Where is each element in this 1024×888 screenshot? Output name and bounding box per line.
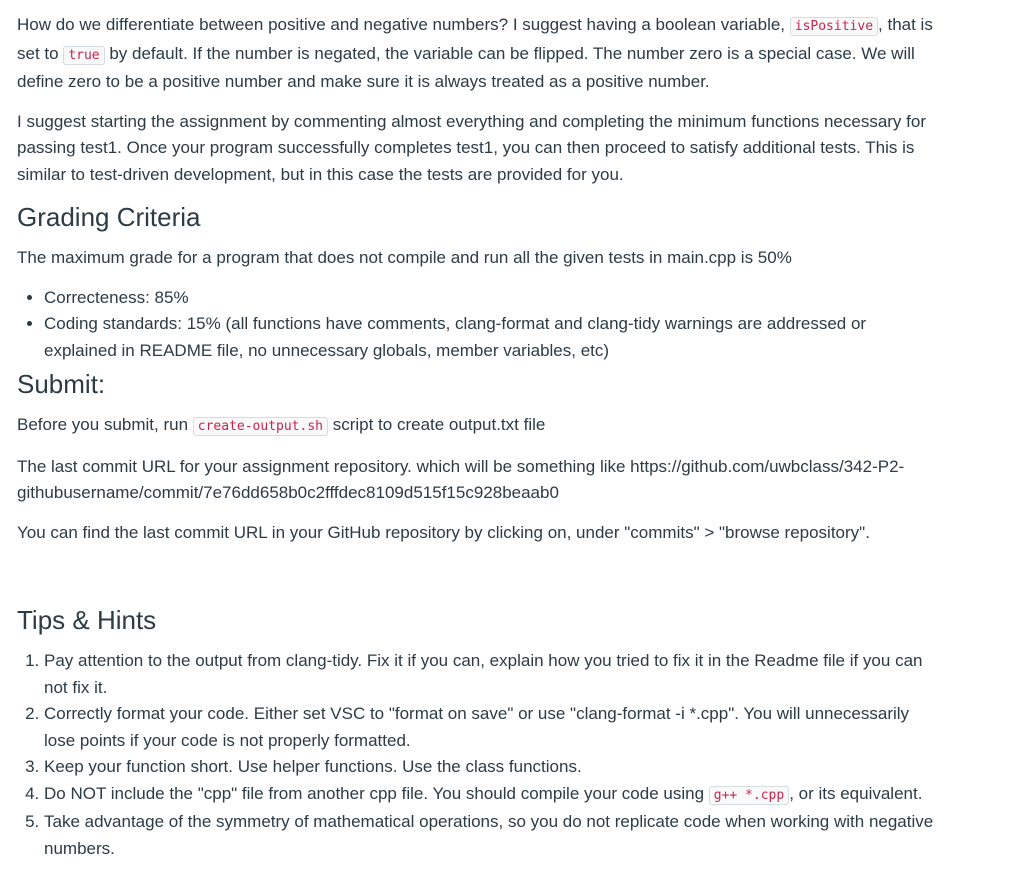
list-item: • Correcteness: 85% xyxy=(44,285,937,312)
section-spacer xyxy=(17,559,937,604)
intro-paragraph-strategy: I suggest starting the assignment by commenting almost everything and completing the minimum functions necessary for passing test1. Once your program successfully completes test1, you can then proceed to satisfy additional tests. This is similar to test-driven development, but in this case the tests are provided for you. xyxy=(17,111,926,184)
tips-heading: Tips & Hints xyxy=(17,605,157,635)
list-item: 4. Do NOT include the "cpp" file from another cpp file. You should compile your code using g++ *.cpp , or its equivalent. xyxy=(44,781,937,810)
submit-find-commit: You can find the last commit URL in your GitHub repository by clicking on, under "commits" > "browse repository". xyxy=(17,522,870,542)
code-isPositive: isPositive xyxy=(790,17,878,36)
code-true: true xyxy=(63,46,104,65)
submit-heading: Submit: xyxy=(17,369,106,399)
tips-list xyxy=(17,648,937,862)
list-item: 2. Correctly format your code. Either set VSC to "format on save" or use "clang-format -i *.cpp". You will unnecessarily lose points if your code is not properly formatted. xyxy=(44,701,937,754)
grading-criteria-heading: Grading Criteria xyxy=(17,202,201,232)
intro-paragraph-positive: How do we differentiate between positive and negative numbers? I suggest having a boolean variable, isPositive , that is set to true by default. If the number is negated, the variable can be flipped. The number zero is a special case. We will define zero to be a positive number and make sure it is always treated as a positive number. xyxy=(17,15,933,91)
list-item: 1. Pay attention to the output from clang-tidy. Fix it if you can, explain how you tried to fix it in the Readme file if you can not fix it. xyxy=(44,648,937,701)
list-item: 3. Keep your function short. Use helper functions. Use the class functions. xyxy=(44,754,937,781)
grading-text: The maximum grade for a program that does not compile and run all the given tests in main.cpp is 50% xyxy=(17,248,792,267)
submit-run-script: Before you submit, run create-output.sh script to create output.txt file xyxy=(17,415,546,434)
submit-commit-url: The last commit URL for your assignment repository. which will be something like https://github.com/uwbclass/342-P2-githubusername/commit/7e76dd658b0c2fffdec8109d515f15c928beaab0 xyxy=(17,456,905,502)
grading-list xyxy=(17,285,937,365)
code-create-output: create-output.sh xyxy=(193,417,328,436)
code-gpp: g++ *.cpp xyxy=(709,786,789,805)
list-item: 5. Take advantage of the symmetry of mathematical operations, so you do not replicate code when working with negative numbers. xyxy=(44,809,937,862)
list-item: • Coding standards: 15% (all functions have comments, clang-format and clang-tidy warnings are addressed or explained in README file, no unnecessary globals, member variables, etc) xyxy=(44,311,937,364)
